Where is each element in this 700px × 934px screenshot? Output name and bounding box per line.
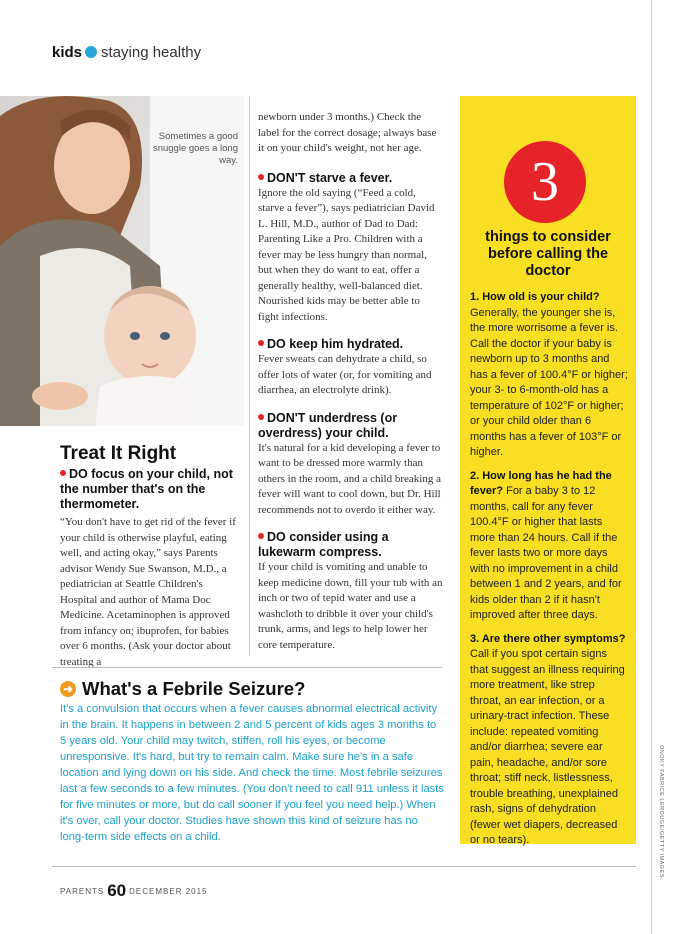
magazine-name: PARENTS (60, 887, 105, 896)
treat-column-1 (60, 467, 240, 670)
section-divider (52, 667, 442, 668)
column-divider (249, 96, 250, 656)
page-edge-rule (651, 0, 652, 934)
issue-date: DECEMBER 2015 (129, 887, 208, 896)
starve-heading-text: DON'T starve a fever. (267, 170, 393, 185)
bullet-dot-icon (85, 46, 97, 58)
underdress-body: It's natural for a kid developing a fever to want to be dressed more warmly than others in the room, and a child breaking a fever will want to cool down, but Dr. Hill recommends not to overdo it either way. (258, 441, 441, 516)
treat-column-2 (258, 110, 443, 653)
compress-heading-text: DO consider using a lukewarm compress. (258, 530, 389, 559)
seizure-title (60, 678, 305, 700)
focus-heading-text: DO focus on your child, not the number that's on the thermometer. (60, 467, 233, 511)
sidebar-item-3 (470, 632, 628, 849)
subsection-label: staying healthy (101, 44, 202, 61)
compress-body: If your child is vomiting and unable to keep medicine down, fill your tub with an inch or two of tepid water and use a washcloth to dribble it over your child's trunk, arms, and legs to help lower her core temperature. (258, 561, 443, 651)
sidebar-item-1 (470, 290, 628, 461)
arrow-right-icon: ➜ (60, 681, 76, 697)
focus-heading (60, 467, 240, 512)
underdress-heading (258, 411, 443, 441)
bullet-icon (258, 533, 264, 539)
number-badge: 3 (504, 141, 586, 223)
answer-1: Generally, the younger she is, the more worrisome a fever is. Call the doctor if your baby is newborn up to 3 months and has a fever of 100.4°F or higher; your 3- to 6-month-old has a temperature of 102°F or higher; or your child older than 6 months has a fever of 103°F or higher. (470, 306, 628, 458)
question-1: 1. How old is your child? (470, 291, 600, 303)
bullet-icon (258, 340, 264, 346)
seizure-body: It's a convulsion that occurs when a fever causes abnormal electrical activity in the brain. It happens in between 2 and 5 percent of kids ages 3 months to 5 years old. Your child may twitch, stiffen, roll his eyes, or become unresponsive. It's hard, but try to remain calm. Make sure he's in a safe location and lying down on his side. And check the time. Most febrile seizures last a few seconds to a few minutes. (You don't need to call 911 unless it lasts for five minutes or more, but do call sooner if you feel you need help.) When it's over, call your doctor. Studies have shown this kind of seizure has no long-term side effects on a child. (60, 703, 444, 843)
photo-caption: Sometimes a good snuggle goes a long way. (152, 131, 238, 166)
question-3: 3. Are there other symptoms? (470, 632, 626, 645)
seizure-title-text: What's a Febrile Seizure? (82, 678, 306, 699)
underdress-section (258, 411, 443, 519)
underdress-heading-text: DON'T underdress (or overdress) your child. (258, 410, 398, 440)
footer-rule (52, 866, 636, 867)
page-footer (60, 881, 207, 901)
sidebar-item-2 (470, 469, 628, 624)
starve-section (258, 171, 443, 326)
answer-2: For a baby 3 to 12 months, call for any fever 100.4°F or higher that lasts more than 24 hours. Call if the fever lasts two or more days with no improvement in a child between 1 and 2 years, and for kids older than 2 if it hasn't improved after three days. (470, 485, 622, 621)
focus-body-continued: newborn under 3 months.) Check the label for the correct dosage; always base it on your child's weight, not her age. (258, 111, 437, 154)
hydrate-heading-text: DO keep him hydrated. (267, 337, 404, 351)
page-number: 60 (107, 881, 127, 900)
hydrate-heading (258, 337, 443, 352)
treat-title: Treat It Right (60, 443, 177, 464)
compress-section (258, 530, 443, 653)
answer-3: Call if you spot certain signs that suggest an illness requiring more treatment, like strep throat, an ear infection, or a urinary-tract infection. These include: repeated vomiting and/or diarrhea; severe ear pain, headache, and/or sore throat; stiff neck, listlessness, trouble breathing, unexplained rash, signs of dehydration (fewer wet diapers, decreased or no tears). (470, 648, 625, 846)
bullet-icon (258, 414, 264, 420)
bullet-icon (60, 470, 66, 476)
question-2: 2. How long has he had the fever? (470, 469, 612, 497)
section-header (52, 44, 201, 61)
starve-heading (258, 171, 443, 186)
bullet-icon (258, 174, 264, 180)
starve-body: Ignore the old saying (“Feed a cold, starve a fever”), says pediatrician David L. Hill, M.D., author of Dad to Dad: Parenting Like a Pro. Children with a fever may be less hungry than normal, but when they do want to eat, offer a generally healthy, well-balanced diet. Nourished kids may be better able to fight infections. (258, 186, 435, 323)
section-label: kids (52, 44, 83, 61)
hydrate-section (258, 337, 443, 399)
focus-body: “You don't have to get rid of the fever if your child is otherwise playful, eating well, and acting okay,” says Parents advisor Wendy Sue Swanson, M.D., a pediatrician at Seattle Children's Hospital and author of Mama Doc Medicine. Acetaminophen is approved from infancy on; ibuprofen, for babies over 6 months. (Ask your doctor about treating a (60, 516, 236, 668)
hydrate-body: Fever sweats can dehydrate a child, so offer lots of water (or, for vomiting and diarrhea, an electrolyte drink). (258, 353, 432, 396)
sidebar-title: things to consider before calling the doctor (485, 229, 611, 279)
photo-credit: ONOKY FABRICE LEROUGE/GETTY IMAGES. (658, 745, 664, 880)
compress-heading (258, 530, 443, 560)
sidebar-body (470, 290, 628, 857)
